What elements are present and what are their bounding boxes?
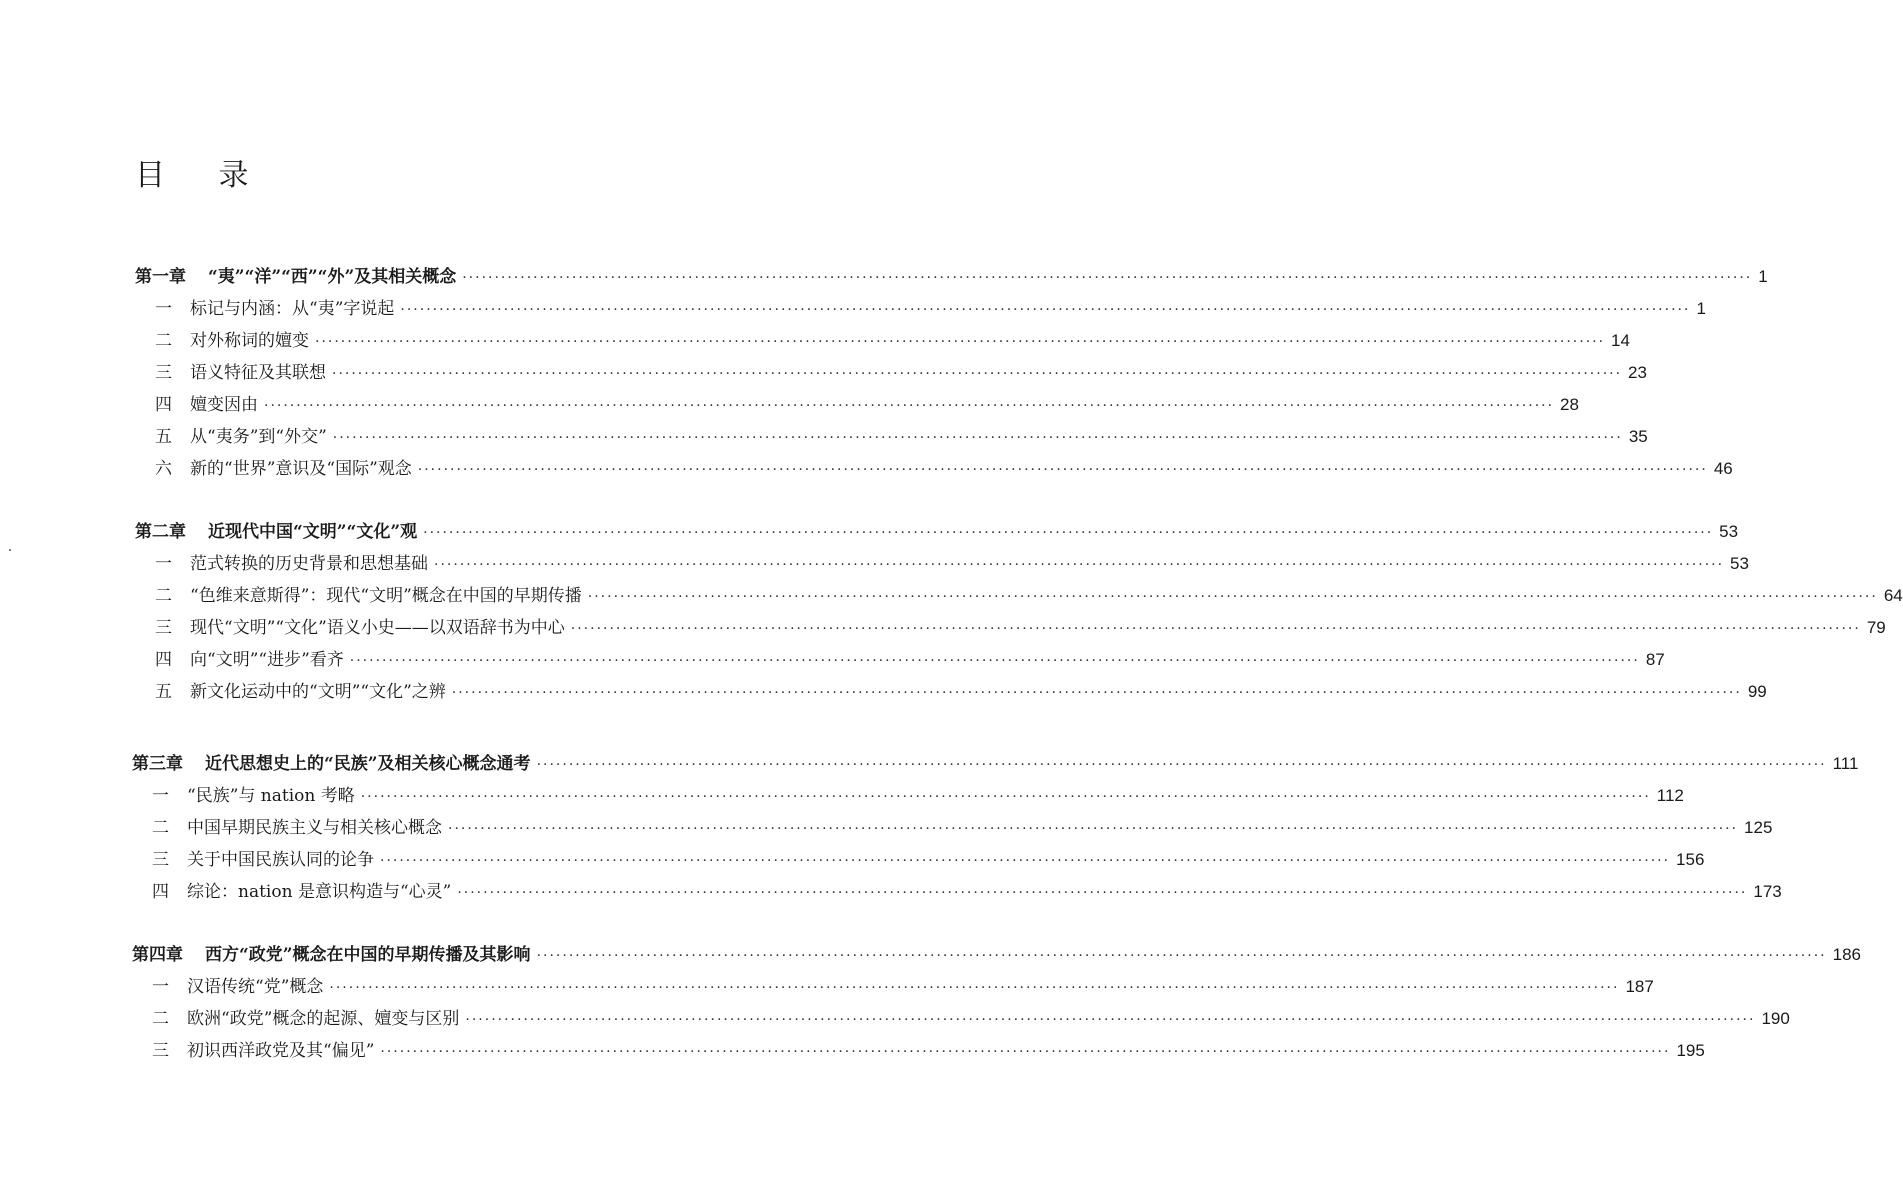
toc-section-entry[interactable] — [132, 780, 1684, 812]
dot-leader: ········································································································································································································ — [423, 525, 1714, 541]
page-number: 186 — [1832, 945, 1861, 964]
section-number: 三 — [152, 850, 169, 870]
chapter-title: 西方“政党”概念在中国的早期传播及其影响 — [205, 945, 531, 965]
dot-leader: ········································································································································································································ — [457, 885, 1748, 901]
section-title: 范式转换的历史背景和思想基础 — [190, 554, 428, 574]
section-number: 二 — [152, 818, 169, 838]
section-label — [152, 844, 374, 876]
section-number: 一 — [155, 299, 172, 319]
section-title: 向“文明”“进步”看齐 — [190, 650, 344, 670]
dot-leader: ········································································································································································································ — [332, 430, 1623, 446]
chapter-number: 第二章 — [135, 522, 186, 542]
toc-section-entry[interactable] — [135, 644, 1665, 676]
section-title: 初识西洋政党及其“偏见” — [187, 1041, 375, 1061]
toc-section-entry[interactable] — [132, 876, 1782, 908]
dot-leader: ········································································································································································································ — [448, 821, 1739, 837]
page-number: 187 — [1625, 977, 1654, 996]
chapter-title: “夷”“洋”“西”“外”及其相关概念 — [208, 267, 457, 287]
section-number: 一 — [155, 554, 172, 574]
section-title: 语义特征及其联想 — [190, 363, 326, 383]
section-label — [152, 780, 355, 812]
section-title: 汉语传统“党”概念 — [187, 977, 324, 997]
section-number: 二 — [152, 1009, 169, 1029]
chapter-number: 第三章 — [132, 754, 183, 774]
dot-leader: ········································································································································································································ — [360, 789, 1651, 805]
section-number: 五 — [155, 682, 172, 702]
page-number: 23 — [1628, 363, 1647, 382]
section-label — [155, 676, 446, 708]
page-number: 79 — [1866, 618, 1886, 637]
chapter-block — [135, 261, 1768, 485]
toc-section-entry[interactable] — [135, 293, 1706, 325]
dot-leader: ········································································································································································································ — [315, 334, 1606, 350]
toc-section-entry[interactable] — [135, 580, 1903, 612]
chapter-label — [135, 516, 417, 548]
section-title: 中国早期民族主义与相关核心概念 — [187, 818, 442, 838]
chapter-block — [132, 748, 1859, 908]
dot-leader: ········································································································································································································ — [332, 366, 1623, 382]
section-label — [155, 293, 394, 325]
toc-section-entry[interactable] — [132, 844, 1705, 876]
toc-section-entry[interactable] — [135, 389, 1579, 421]
section-title: 综论：nation 是意识构造与“心灵” — [187, 882, 452, 902]
dot-leader: ········································································································································································································ — [380, 1044, 1671, 1060]
toc-section-entry[interactable] — [132, 812, 1773, 844]
page-number: 125 — [1744, 818, 1773, 837]
section-title: “民族”与 nation 考略 — [187, 786, 355, 806]
section-title: 标记与内涵：从“夷”字说起 — [190, 299, 395, 319]
page-number: 53 — [1730, 554, 1749, 573]
stray-mark — [9, 549, 11, 551]
section-label — [152, 876, 451, 908]
page-title: 目 录 — [135, 158, 271, 193]
section-number: 五 — [155, 427, 172, 447]
section-label — [155, 389, 258, 421]
chapter-title: 近现代中国“文明”“文化”观 — [208, 522, 418, 542]
section-number: 六 — [155, 459, 172, 479]
page-number: 46 — [1713, 459, 1733, 478]
dot-leader: ········································································································································································································ — [536, 757, 1827, 773]
toc-chapter-entry[interactable] — [135, 261, 1768, 293]
section-title: 新文化运动中的“文明”“文化”之辨 — [190, 682, 446, 702]
section-title: “色维来意斯得”：现代“文明”概念在中国的早期传播 — [190, 586, 582, 606]
section-number: 四 — [152, 882, 169, 902]
section-title: 新的“世界”意识及“国际”观念 — [190, 459, 412, 479]
section-number: 四 — [155, 650, 172, 670]
page-number: 156 — [1676, 850, 1705, 869]
toc-section-entry[interactable] — [132, 1003, 1790, 1035]
toc-section-entry[interactable] — [135, 612, 1886, 644]
toc-section-entry[interactable] — [135, 325, 1630, 357]
section-label — [155, 357, 326, 389]
chapter-label — [132, 939, 531, 971]
page-number: 14 — [1611, 331, 1630, 350]
section-label — [155, 644, 344, 676]
section-title: 嬗变因由 — [190, 395, 258, 415]
toc-chapter-entry[interactable] — [132, 748, 1859, 780]
page-number: 87 — [1645, 650, 1665, 669]
dot-leader: ········································································································································································································ — [400, 302, 1691, 318]
section-number: 四 — [155, 395, 172, 415]
section-number: 二 — [155, 331, 172, 351]
toc-section-entry[interactable] — [135, 676, 1767, 708]
dot-leader: ········································································································································································································ — [587, 589, 1878, 605]
page-number: 28 — [1560, 395, 1579, 414]
section-title: 现代“文明”“文化”语义小史——以双语辞书为中心 — [190, 618, 565, 638]
chapter-number: 第一章 — [135, 267, 186, 287]
page-number: 53 — [1719, 522, 1739, 541]
section-title: 从“夷务”到“外交” — [190, 427, 327, 447]
chapter-label — [132, 748, 531, 780]
section-number: 三 — [155, 363, 172, 383]
toc-section-entry[interactable] — [132, 1035, 1705, 1067]
section-label — [155, 548, 428, 580]
section-number: 二 — [155, 586, 172, 606]
chapter-number: 第四章 — [132, 945, 183, 965]
dot-leader: ········································································································································································································ — [264, 398, 1555, 414]
section-title: 欧洲“政党”概念的起源、嬗变与区别 — [187, 1009, 460, 1029]
toc-section-entry[interactable] — [132, 971, 1654, 1003]
page-number: 112 — [1656, 786, 1684, 805]
dot-leader: ········································································································································································································ — [536, 948, 1827, 964]
chapter-block — [135, 516, 1903, 708]
section-label — [155, 580, 582, 612]
section-label — [155, 325, 309, 357]
toc-section-entry[interactable] — [135, 357, 1647, 389]
section-number: 三 — [152, 1041, 169, 1061]
chapter-label — [135, 261, 456, 293]
section-label — [152, 1035, 374, 1067]
section-label — [155, 453, 412, 485]
section-title: 对外称词的嬗变 — [190, 331, 309, 351]
page-number: 1 — [1758, 267, 1768, 286]
section-label — [152, 1003, 459, 1035]
dot-leader: ········································································································································································································ — [570, 621, 1861, 637]
dot-leader: ········································································································································································································ — [349, 653, 1640, 669]
toc-section-entry[interactable] — [135, 421, 1648, 453]
dot-leader: ········································································································································································································ — [329, 980, 1620, 996]
page-number: 35 — [1628, 427, 1648, 446]
section-label — [152, 812, 442, 844]
toc-section-entry[interactable] — [135, 548, 1749, 580]
toc-section-entry[interactable] — [135, 453, 1733, 485]
page-number: 190 — [1761, 1009, 1790, 1028]
dot-leader: ········································································································································································································ — [434, 557, 1725, 573]
section-number: 三 — [155, 618, 172, 638]
section-label — [155, 421, 327, 453]
section-label — [155, 612, 565, 644]
dot-leader: ········································································································································································································ — [465, 1012, 1756, 1028]
page-number: 1 — [1696, 299, 1706, 318]
page-number: 111 — [1832, 754, 1859, 773]
dot-leader: ········································································································································································································ — [462, 270, 1753, 286]
section-title: 关于中国民族认同的论争 — [187, 850, 374, 870]
section-number: 一 — [152, 786, 169, 806]
chapter-title: 近代思想史上的“民族”及相关核心概念通考 — [205, 754, 531, 774]
dot-leader: ········································································································································································································ — [451, 685, 1742, 701]
page-number: 195 — [1676, 1041, 1705, 1060]
page-number: 64 — [1883, 586, 1903, 605]
page-number: 173 — [1753, 882, 1782, 901]
section-number: 一 — [152, 977, 169, 997]
dot-leader: ········································································································································································································ — [380, 853, 1671, 869]
toc-chapter-entry[interactable] — [132, 939, 1861, 971]
chapter-block — [132, 939, 1861, 1067]
toc-chapter-entry[interactable] — [135, 516, 1739, 548]
section-label — [152, 971, 323, 1003]
page-number: 99 — [1747, 682, 1767, 701]
dot-leader: ········································································································································································································ — [417, 462, 1708, 478]
